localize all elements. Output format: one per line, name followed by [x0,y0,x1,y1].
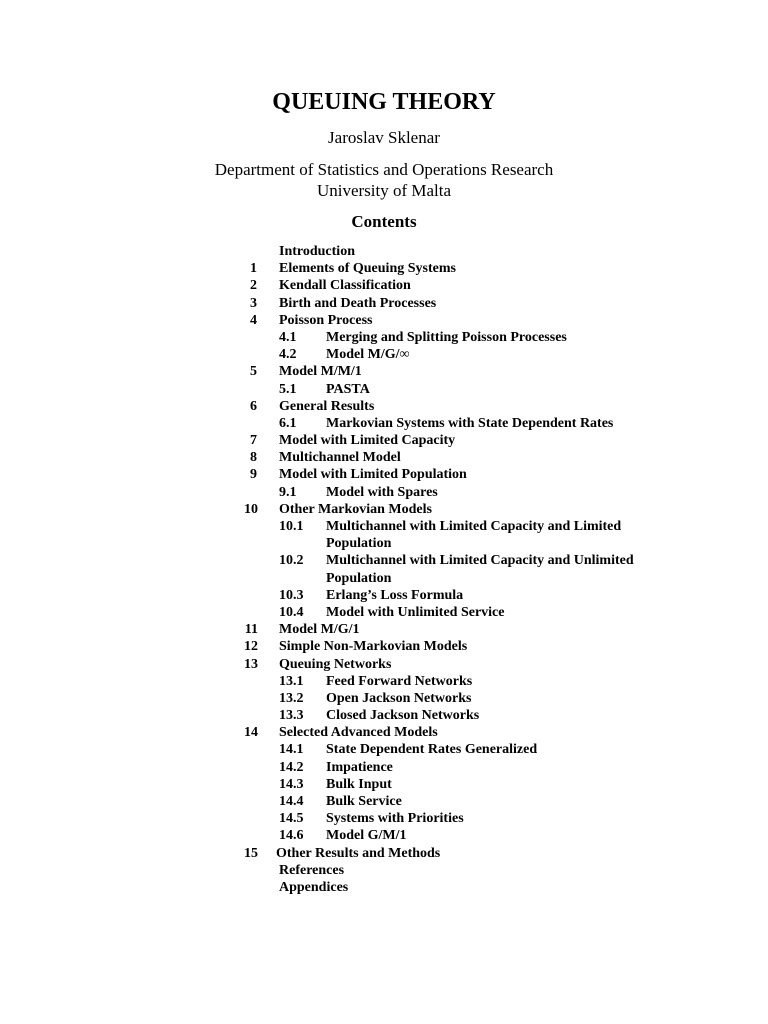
toc-entry [0,260,768,277]
toc-subentry-title: PASTA [326,381,370,397]
toc-subentry-continuation: Population [326,570,392,586]
toc-entry-title: Queuing Networks [279,656,392,672]
toc-entry [0,690,768,707]
toc-entry [0,621,768,638]
toc-entry [0,724,768,741]
toc-subentry-number: 9.1 [279,484,297,500]
toc-entry-title: Model with Limited Capacity [279,433,456,449]
toc-subentry-title: Multichannel with Limited Capacity and Limited [326,519,622,534]
toc-entry-number: 8 [250,450,257,466]
toc-entry-title: Selected Advanced Models [279,725,438,741]
toc-entry [0,381,768,398]
toc-subentry-number: 13.1 [279,673,304,689]
toc-subentry-number: 13.3 [279,708,304,724]
toc-entry-number: 6 [250,398,257,414]
toc-entry [0,845,768,862]
toc-entry-number: 9 [250,467,257,483]
toc-entry [0,312,768,329]
toc-entry [0,741,768,758]
toc-entry-number: 2 [250,278,257,294]
document-department: Department of Statistics and Operations Research [214,160,554,179]
document-title: QUEUING THEORY [272,89,496,115]
toc-subentry-number: 5.1 [279,381,297,397]
toc-entry-title: Model M/G/1 [279,622,360,638]
toc-subentry-title: Merging and Splitting Poisson Processes [326,329,567,345]
toc-subentry-title: Markovian Systems with State Dependent Rates [326,415,614,431]
toc-entry [0,879,768,896]
toc-subentry-title: Bulk Input [326,776,392,792]
toc-subentry-number: 4.1 [279,329,297,345]
toc-entry-number: 11 [244,622,258,638]
toc-entry-number: 7 [250,433,257,449]
toc-subentry-title: Closed Jackson Networks [326,708,480,724]
toc-entry-title: Elements of Queuing Systems [279,261,456,277]
toc-entry [0,673,768,690]
toc-subentry-number: 14.6 [279,828,304,844]
toc-subentry-title: Model G/M/1 [326,828,407,844]
toc-subentry-title: Systems with Priorities [326,811,464,827]
toc-entry-title: Introduction [279,244,355,259]
toc-subentry-number: 13.2 [279,690,304,706]
toc-entry [0,810,768,827]
toc-subentry-number: 10.4 [279,604,304,620]
toc-subentry-title: Erlang’s Loss Formula [326,587,464,603]
toc-subentry-number: 10.1 [279,519,304,534]
contents-heading: Contents [351,212,417,231]
toc-entry-number: 15 [244,845,258,861]
toc-entry [0,638,768,655]
document-university: University of Malta [316,181,452,200]
toc-subentry-number: 14.2 [279,759,304,775]
toc-entry-number: 3 [250,295,257,311]
toc-entry [0,501,768,518]
toc-entry [0,466,768,483]
toc-entry [0,793,768,810]
toc-entry-title: Other Markovian Models [279,501,432,517]
toc-entry [0,449,768,466]
toc-entry [0,484,768,501]
toc-subentry-title: Model with Unlimited Service [326,604,505,620]
toc-subentry-title: Multichannel with Limited Capacity and Unlimited [326,553,634,569]
toc-entry-title: Birth and Death Processes [279,295,437,311]
toc-entry [0,759,768,776]
toc-entry [0,398,768,415]
table-of-contents [0,243,768,896]
toc-entry-title: Model with Limited Population [279,467,467,483]
toc-entry [0,827,768,844]
toc-entry-number: 10 [244,501,258,517]
toc-entry-title: Multichannel Model [279,450,401,466]
toc-entry-title: Poisson Process [279,312,373,328]
toc-subentry-number: 6.1 [279,415,297,431]
toc-entry [0,277,768,294]
toc-subentry-title: Feed Forward Networks [326,673,473,689]
toc-entry [0,604,768,621]
toc-entry [0,535,768,552]
toc-entry-number: 13 [244,656,258,672]
toc-subentry-continuation: Population [326,536,392,552]
toc-subentry-number: 14.5 [279,811,304,827]
toc-subentry-number: 14.4 [279,794,304,809]
toc-subentry-title: Open Jackson Networks [326,690,472,706]
toc-subentry-number: 14.1 [279,742,304,758]
toc-entry [0,656,768,673]
toc-entry-number: 14 [244,725,258,741]
toc-subentry-number: 4.2 [279,347,297,363]
toc-entry [0,552,768,569]
toc-entry-title: General Results [279,398,375,414]
toc-entry [0,707,768,724]
toc-entry [0,363,768,380]
toc-entry-title: Appendices [279,879,349,895]
toc-entry [0,570,768,587]
toc-entry [0,587,768,604]
toc-entry [0,415,768,432]
toc-entry-title: Model M/M/1 [279,364,362,380]
toc-entry [0,432,768,449]
toc-entry [0,243,768,260]
toc-subentry-title: State Dependent Rates Generalized [326,742,538,758]
toc-entry-title: References [279,862,345,878]
toc-subentry-title: Bulk Service [326,794,402,809]
toc-entry [0,329,768,346]
toc-subentry-title: Model M/G/∞ [326,347,410,363]
toc-subentry-number: 10.3 [279,587,304,603]
toc-subentry-title: Impatience [326,759,393,775]
toc-subentry-number: 14.3 [279,776,304,792]
toc-entry [0,862,768,879]
toc-entry-title: Other Results and Methods [276,845,441,861]
toc-subentry-title: Model with Spares [326,484,438,500]
toc-entry [0,295,768,312]
toc-entry [0,776,768,793]
toc-entry-number: 1 [250,261,257,277]
toc-entry-number: 5 [250,364,257,380]
toc-entry-title: Kendall Classification [279,278,411,294]
toc-entry-title: Simple Non-Markovian Models [279,639,468,655]
toc-entry-number: 4 [250,312,257,328]
document-author: Jaroslav Sklenar [328,128,440,147]
toc-entry-number: 12 [244,639,258,655]
toc-entry [0,346,768,363]
toc-subentry-number: 10.2 [279,553,304,569]
toc-entry [0,518,768,535]
